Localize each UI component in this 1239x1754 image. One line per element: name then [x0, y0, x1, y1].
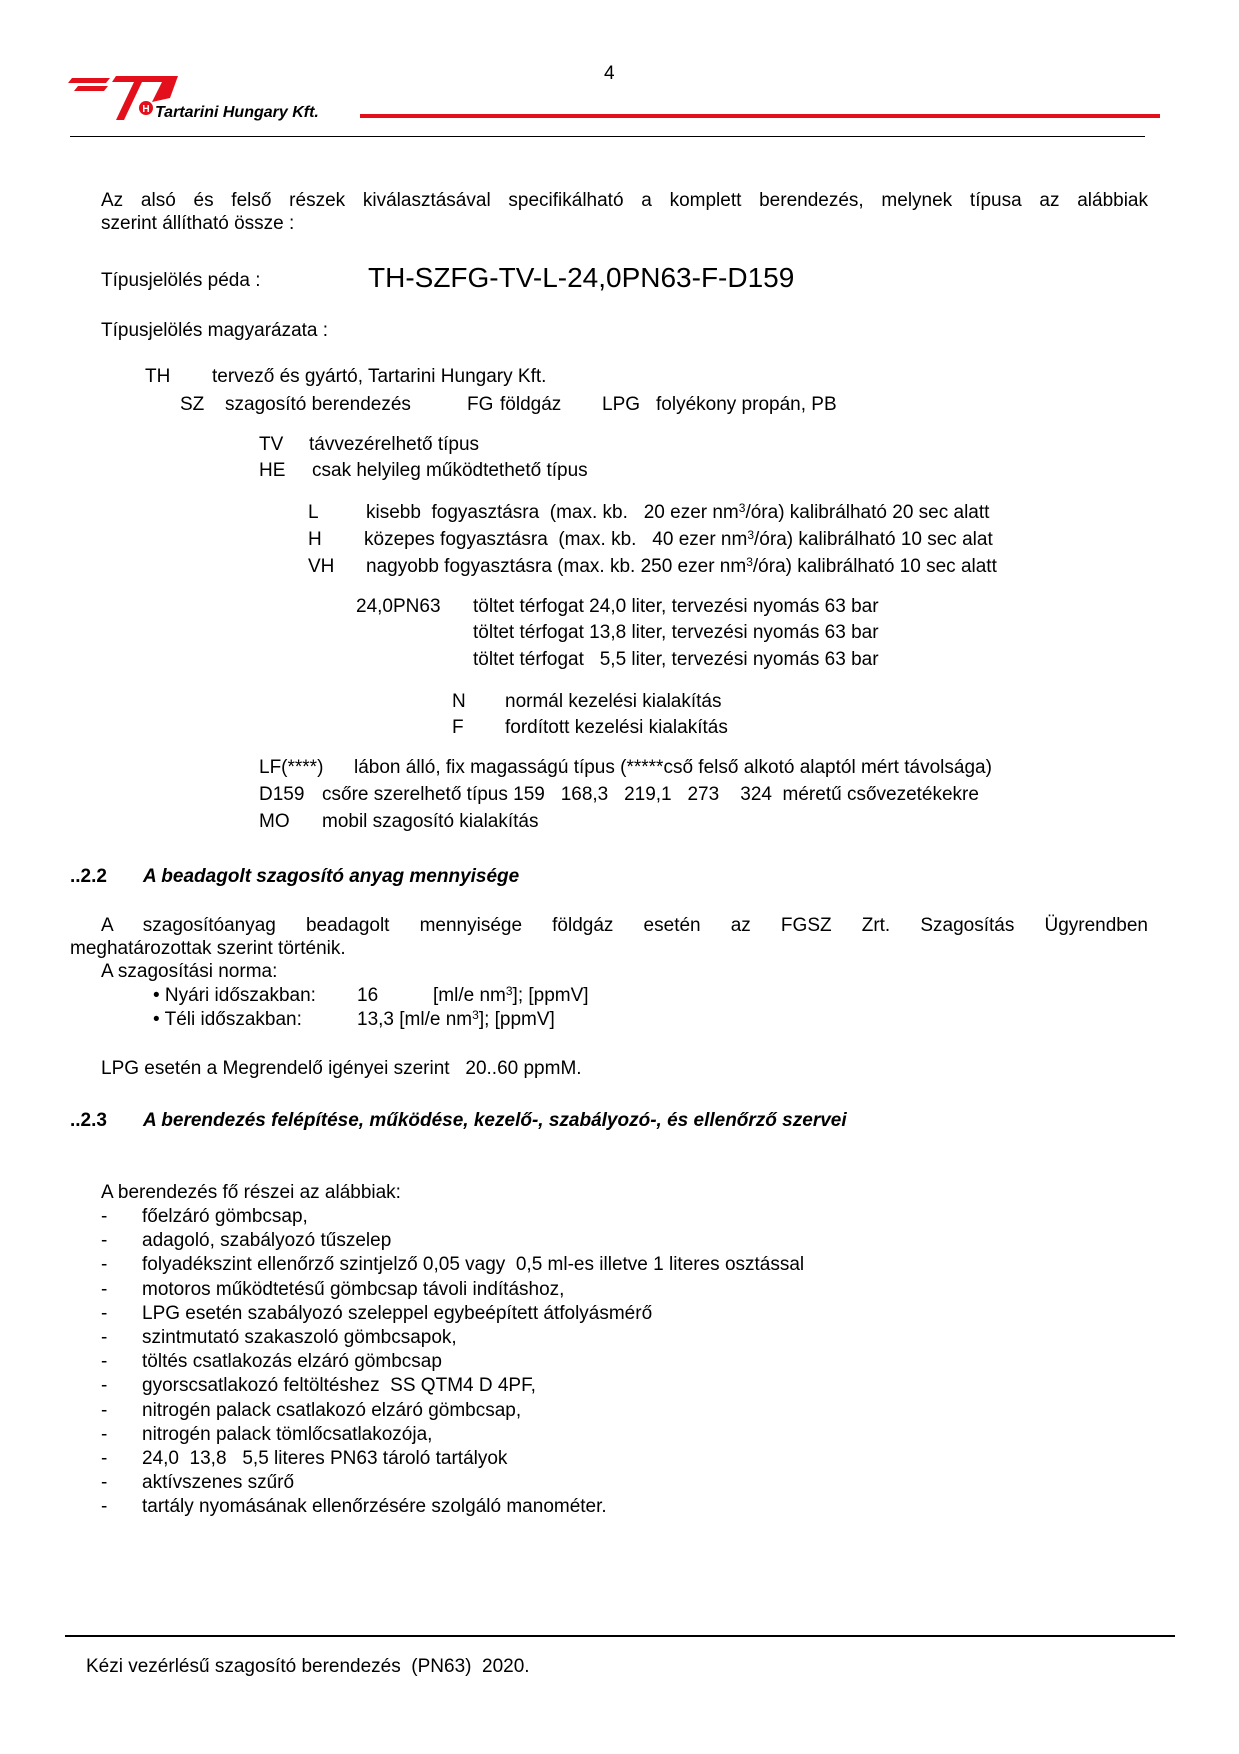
list-item: motoros működtetésű gömbcsap távoli indításhoz, — [142, 1279, 565, 1300]
svg-text:H: H — [142, 104, 150, 115]
list-item-dash: - — [101, 1303, 108, 1324]
legend-vh-text-pre: nagyobb fogyasztásra (max. kb. 250 ezer nm — [366, 556, 747, 577]
legend-vol-line-3: töltet térfogat 5,5 liter, tervezési nyomás 63 bar — [473, 649, 879, 670]
example-code: TH-SZFG-TV-L-24,0PN63-F-D159 — [368, 262, 795, 293]
section-2-3-number: ..2.3 — [70, 1110, 107, 1131]
legend-mo-text: mobil szagosító kialakítás — [322, 811, 539, 832]
list-item-dash: - — [101, 1327, 108, 1348]
header-rule — [70, 136, 1145, 137]
list-item-dash: - — [101, 1448, 108, 1469]
list-item: szintmutató szakaszoló gömbcsapok, — [142, 1327, 457, 1348]
list-item: nitrogén palack csatlakozó elzáró gömbcsap, — [142, 1400, 522, 1421]
legend-lpg-code: LPG — [602, 394, 641, 415]
header-red-bar — [360, 114, 1160, 118]
company-name: Tartarini Hungary Kft. — [155, 104, 319, 121]
intro-line-1: Az alsó és felső részek kiválasztásával specifikálható a komplett berendezés, melynek típusa az alábbiak — [101, 190, 1148, 211]
legend-vol-line-2: töltet térfogat 13,8 liter, tervezési nyomás 63 bar — [473, 622, 879, 643]
legend-fg-text: földgáz — [500, 394, 562, 415]
summer-label: • Nyári időszakban: — [153, 985, 316, 1006]
legend-l-text-pre: kisebb fogyasztásra (max. kb. 20 ezer nm — [366, 502, 739, 523]
legend-vh-code: VH — [308, 556, 335, 577]
legend-th-text: tervező és gyártó, Tartarini Hungary Kft. — [212, 366, 547, 387]
list-item: folyadékszint ellenőrző szintjelző 0,05 vagy 0,5 ml-es illetve 1 literes osztással — [142, 1254, 805, 1275]
summer-value: 16 — [357, 985, 379, 1006]
list-item: tartály nyomásának ellenőrzésére szolgáló manométer. — [142, 1496, 607, 1517]
list-item: 24,0 13,8 5,5 literes PN63 tároló tartályok — [142, 1448, 508, 1469]
footer-rule — [65, 1635, 1175, 1637]
section-2-2-para-line-2: meghatározottak szerint történik. — [70, 938, 346, 959]
legend-vh-sup: 3 — [746, 555, 753, 569]
legend-l-sup: 3 — [738, 501, 746, 515]
legend-vol-line-1: töltet térfogat 24,0 liter, tervezési nyomás 63 bar — [473, 596, 879, 617]
list-item: töltés csatlakozás elzáró gömbcsap — [142, 1351, 442, 1372]
legend-n-text: normál kezelési kialakítás — [505, 691, 722, 712]
list-item-dash: - — [101, 1230, 108, 1251]
list-item-dash: - — [101, 1206, 108, 1227]
legend-d159-code: D159 — [259, 784, 305, 805]
legend-sz-text: szagosító berendezés — [225, 394, 411, 415]
legend-tv-text: távvezérelhető típus — [309, 434, 480, 455]
section-2-3-title: A berendezés felépítése, működése, kezelő-, szabályozó-, és ellenőrző szervei — [143, 1110, 847, 1131]
list-item-dash: - — [101, 1351, 108, 1372]
winter-value-num: 13,3 — [357, 1009, 394, 1030]
page-number: 4 — [604, 63, 615, 84]
legend-f-text: fordított kezelési kialakítás — [505, 717, 728, 738]
section-2-2-number: ..2.2 — [70, 866, 107, 887]
list-item: adagoló, szabályozó tűszelep — [142, 1230, 392, 1251]
legend-vh-text — [366, 556, 997, 578]
summer-unit — [433, 985, 589, 1007]
list-item-dash: - — [101, 1375, 108, 1396]
legend-lpg-text: folyékony propán, PB — [656, 394, 837, 415]
summer-unit-pre: [ml/e nm — [433, 985, 506, 1006]
section-2-3-intro: A berendezés fő részei az alábbiak: — [101, 1182, 401, 1203]
legend-h-code: H — [308, 529, 322, 550]
legend-fg-code: FG — [467, 394, 494, 415]
summer-unit-post: ]; [ppmV] — [512, 985, 589, 1006]
list-item-dash: - — [101, 1400, 108, 1421]
list-item-dash: - — [101, 1496, 108, 1517]
legend-h-text-pre: közepes fogyasztásra (max. kb. 40 ezer nm — [364, 529, 748, 550]
list-item-dash: - — [101, 1254, 108, 1275]
legend-h-sup: 3 — [747, 528, 755, 542]
legend-mo-code: MO — [259, 811, 290, 832]
legend-lf-code: LF(****) — [259, 757, 324, 778]
list-item-dash: - — [101, 1472, 108, 1493]
list-item: gyorscsatlakozó feltöltéshez SS QTM4 D 4PF, — [142, 1375, 536, 1396]
list-item: LPG esetén szabályozó szeleppel egybeépített átfolyásmérő — [142, 1303, 653, 1324]
legend-he-code: HE — [259, 460, 286, 481]
explanation-label: Típusjelölés magyarázata : — [101, 320, 329, 341]
lpg-line: LPG esetén a Megrendelő igényei szerint 20..60 ppmM. — [101, 1058, 582, 1079]
winter-unit-pre: [ml/e nm — [399, 1009, 473, 1030]
legend-vh-text-post: /óra) kalibrálható 10 sec alatt — [752, 556, 997, 577]
list-item: főelzáró gömbcsap, — [142, 1206, 308, 1227]
legend-n-code: N — [452, 691, 466, 712]
legend-sz-code: SZ — [180, 394, 205, 415]
summer-unit-sup: 3 — [505, 984, 513, 998]
example-label: Típusjelölés péda : — [101, 270, 261, 291]
section-2-2-title: A beadagolt szagosító anyag mennyisége — [143, 866, 520, 887]
list-item-dash: - — [101, 1424, 108, 1445]
section-2-2-para-line-1: A szagosítóanyag beadagolt mennyisége földgáz esetén az FGSZ Zrt. Szagosítás Ügyrendben — [101, 915, 1148, 936]
legend-h-text-post: /óra) kalibrálható 10 sec alat — [754, 529, 993, 550]
list-item: aktívszenes szűrő — [142, 1472, 295, 1493]
footer-text: Kézi vezérlésű szagosító berendezés (PN63) 2020. — [86, 1656, 530, 1677]
winter-unit-post: ]; [ppmV] — [478, 1009, 555, 1030]
winter-unit-sup: 3 — [472, 1008, 479, 1022]
legend-h-text — [364, 529, 993, 551]
legend-tv-code: TV — [259, 434, 284, 455]
legend-l-text — [366, 502, 989, 524]
list-item: nitrogén palack tömlőcsatlakozója, — [142, 1424, 433, 1445]
winter-value — [357, 1009, 555, 1031]
legend-d159-text: csőre szerelhető típus 159 168,3 219,1 273 324 méretű csővezetékekre — [322, 784, 979, 805]
intro-line-2: szerint állítható össze : — [101, 213, 295, 234]
legend-vol-code: 24,0PN63 — [356, 596, 441, 617]
legend-he-text: csak helyileg működtethető típus — [312, 460, 588, 481]
list-item-dash: - — [101, 1279, 108, 1300]
legend-f-code: F — [452, 717, 464, 738]
winter-label: • Téli időszakban: — [153, 1009, 302, 1030]
legend-th-code: TH — [145, 366, 171, 387]
legend-l-text-post: /óra) kalibrálható 20 sec alatt — [745, 502, 990, 523]
legend-lf-text: lábon álló, fix magasságú típus (*****cső felső alkotó alaptól mért távolsága) — [354, 757, 992, 778]
norma-label: A szagosítási norma: — [101, 961, 278, 982]
legend-l-code: L — [308, 502, 319, 523]
